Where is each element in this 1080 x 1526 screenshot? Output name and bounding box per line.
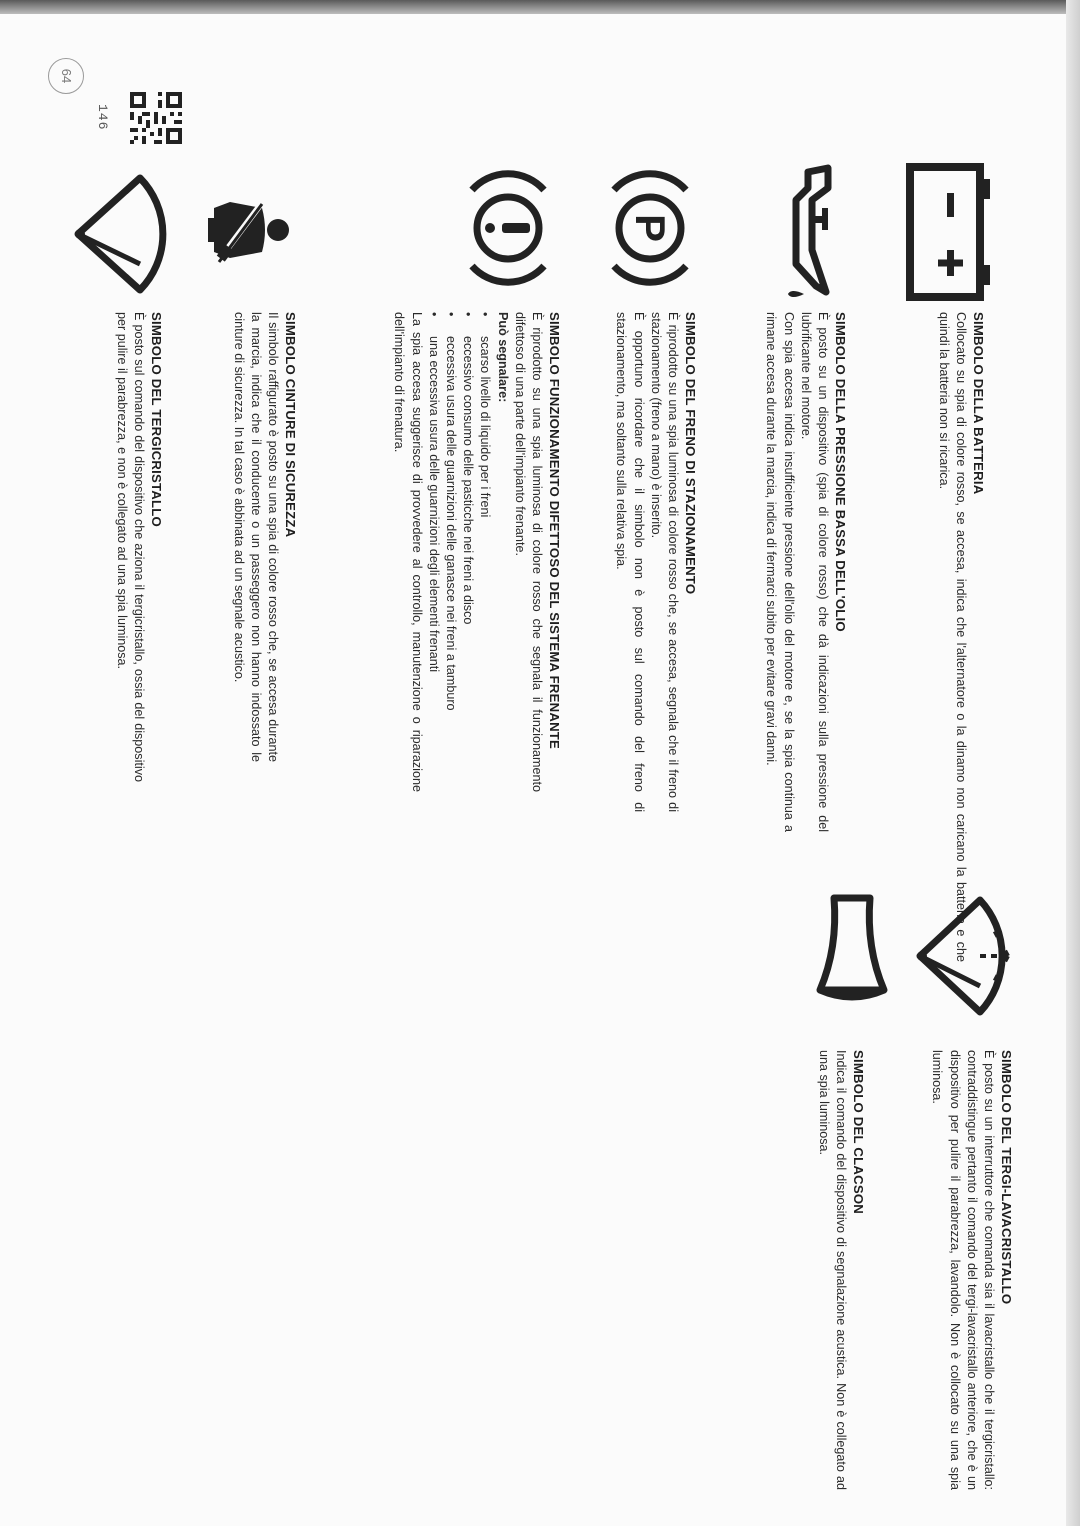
section-tergilava	[928, 1050, 1014, 1490]
page-number-circle: 64	[48, 58, 84, 94]
horn-icon	[814, 888, 890, 1008]
section-text: Indica il comando del dispositivo di segnalazione acustica. Non è collegato ad una spia luminosa.	[816, 1050, 848, 1490]
svg-text:P: P	[627, 213, 674, 243]
section-title: SIMBOLO DEL TERGI-LAVACRISTALLO	[999, 1050, 1014, 1305]
section-title: SIMBOLO DELLA BATTERIA	[971, 312, 986, 495]
section-text: È posto su un interruttore che comanda sia il lavacristallo che il tergicristallo: contraddistingue pertanto il comando del tergi-lavacristallo anteriore, che è un dispositivo per pulire il parabrezza, lavandolo. Non è collocato su una spia luminosa.	[930, 1050, 996, 1490]
section-text: Collocato su spia di colore rosso, se accesa, indica che l'alternatore o la dinamo non caricano la batteria e che quindi la batteria non si ricarica.	[936, 312, 968, 962]
seatbelt-icon	[204, 178, 292, 282]
item-list	[425, 312, 494, 792]
list-item: • eccessiva usura delle guarnizioni delle ganasce nei freni a tamburo	[442, 312, 459, 792]
section-text: È riprodotto su una spia luminosa di colore rosso che segnala il funzionamento difettoso di una parte dell'impianto frenante.	[512, 312, 544, 792]
section-tergicristallo	[113, 312, 164, 782]
section-text: È posto sul comando del dispositivo che aziona il tergicristallo, ossia del dispositivo per pulire il parabrezza, e non è collegato ad una spia luminosa.	[114, 312, 146, 782]
section-title: SIMBOLO CINTURE DI SICUREZZA	[283, 312, 298, 538]
section-title: SIMBOLO FUNZIONAMENTO DIFETTOSO DEL SISTEMA FRENANTE	[547, 312, 562, 750]
section-text: È riprodotto su una spia luminosa di colore rosso che, se accesa, segnala che il freno di stazionamento (freno a mano) è inserito.	[648, 312, 680, 812]
section-clacson	[815, 1050, 866, 1490]
parking-brake-icon	[602, 168, 698, 288]
wiper-icon	[70, 166, 170, 302]
section-olio	[762, 312, 848, 832]
list-item: • scarso livello di liquido per i freni	[476, 312, 493, 792]
section-text: Il simbolo raffigurato è posto su una spia di colore rosso che, se accesa durante la marcia, indica che il conducente o un passeggero non hanno indossato le cinture di sicurezza. In tal caso è abbinata ad un segnale acustico.	[231, 312, 280, 762]
page-number: 146	[95, 104, 110, 131]
oil-can-icon	[768, 160, 848, 300]
washer-wiper-icon	[910, 886, 1020, 1026]
section-text: La spia accesa suggerisce di provvedere al controllo, manutenzione o riparazione dell'impianto di frenatura.	[392, 312, 424, 792]
list-item: • una eccessiva usura delle guarnizioni degli elementi frenanti	[425, 312, 442, 792]
section-text: Con spia accesa indica insufficiente pressione dell'olio del motore e, se la spia continua a rimane accesa durante la marcia, indica di fermarci subito per evitare gravi danni.	[764, 312, 796, 832]
section-batteria	[935, 312, 986, 962]
battery-icon	[906, 163, 992, 301]
brake-warning-icon	[460, 168, 556, 288]
qr-code-icon	[125, 92, 182, 144]
section-frenante	[390, 312, 562, 792]
section-title: SIMBOLO DELLA PRESSIONE BASSA DELL'OLIO	[833, 312, 848, 632]
list-item: • eccessivo consumo delle pasticche nei freni a disco	[459, 312, 476, 792]
section-text: È posto su un dispositivo (spia di colore rosso) che dà indicazioni sulla pressione del lubrificante nel motore.	[798, 312, 830, 832]
section-title: SIMBOLO DEL CLACSON	[851, 1050, 866, 1215]
section-cinture	[229, 312, 298, 762]
section-freno	[612, 312, 698, 812]
section-title: SIMBOLO DEL TERGICRISTALLO	[149, 312, 164, 527]
section-text: È opportuno ricordare che il simbolo non è posto sul comando del freno di stazionamento, ma soltanto sulla relativa spia.	[614, 312, 646, 812]
section-subtitle: Può segnalare:	[495, 312, 510, 403]
section-title: SIMBOLO DEL FRENO DI STAZIONAMENTO	[683, 312, 698, 595]
